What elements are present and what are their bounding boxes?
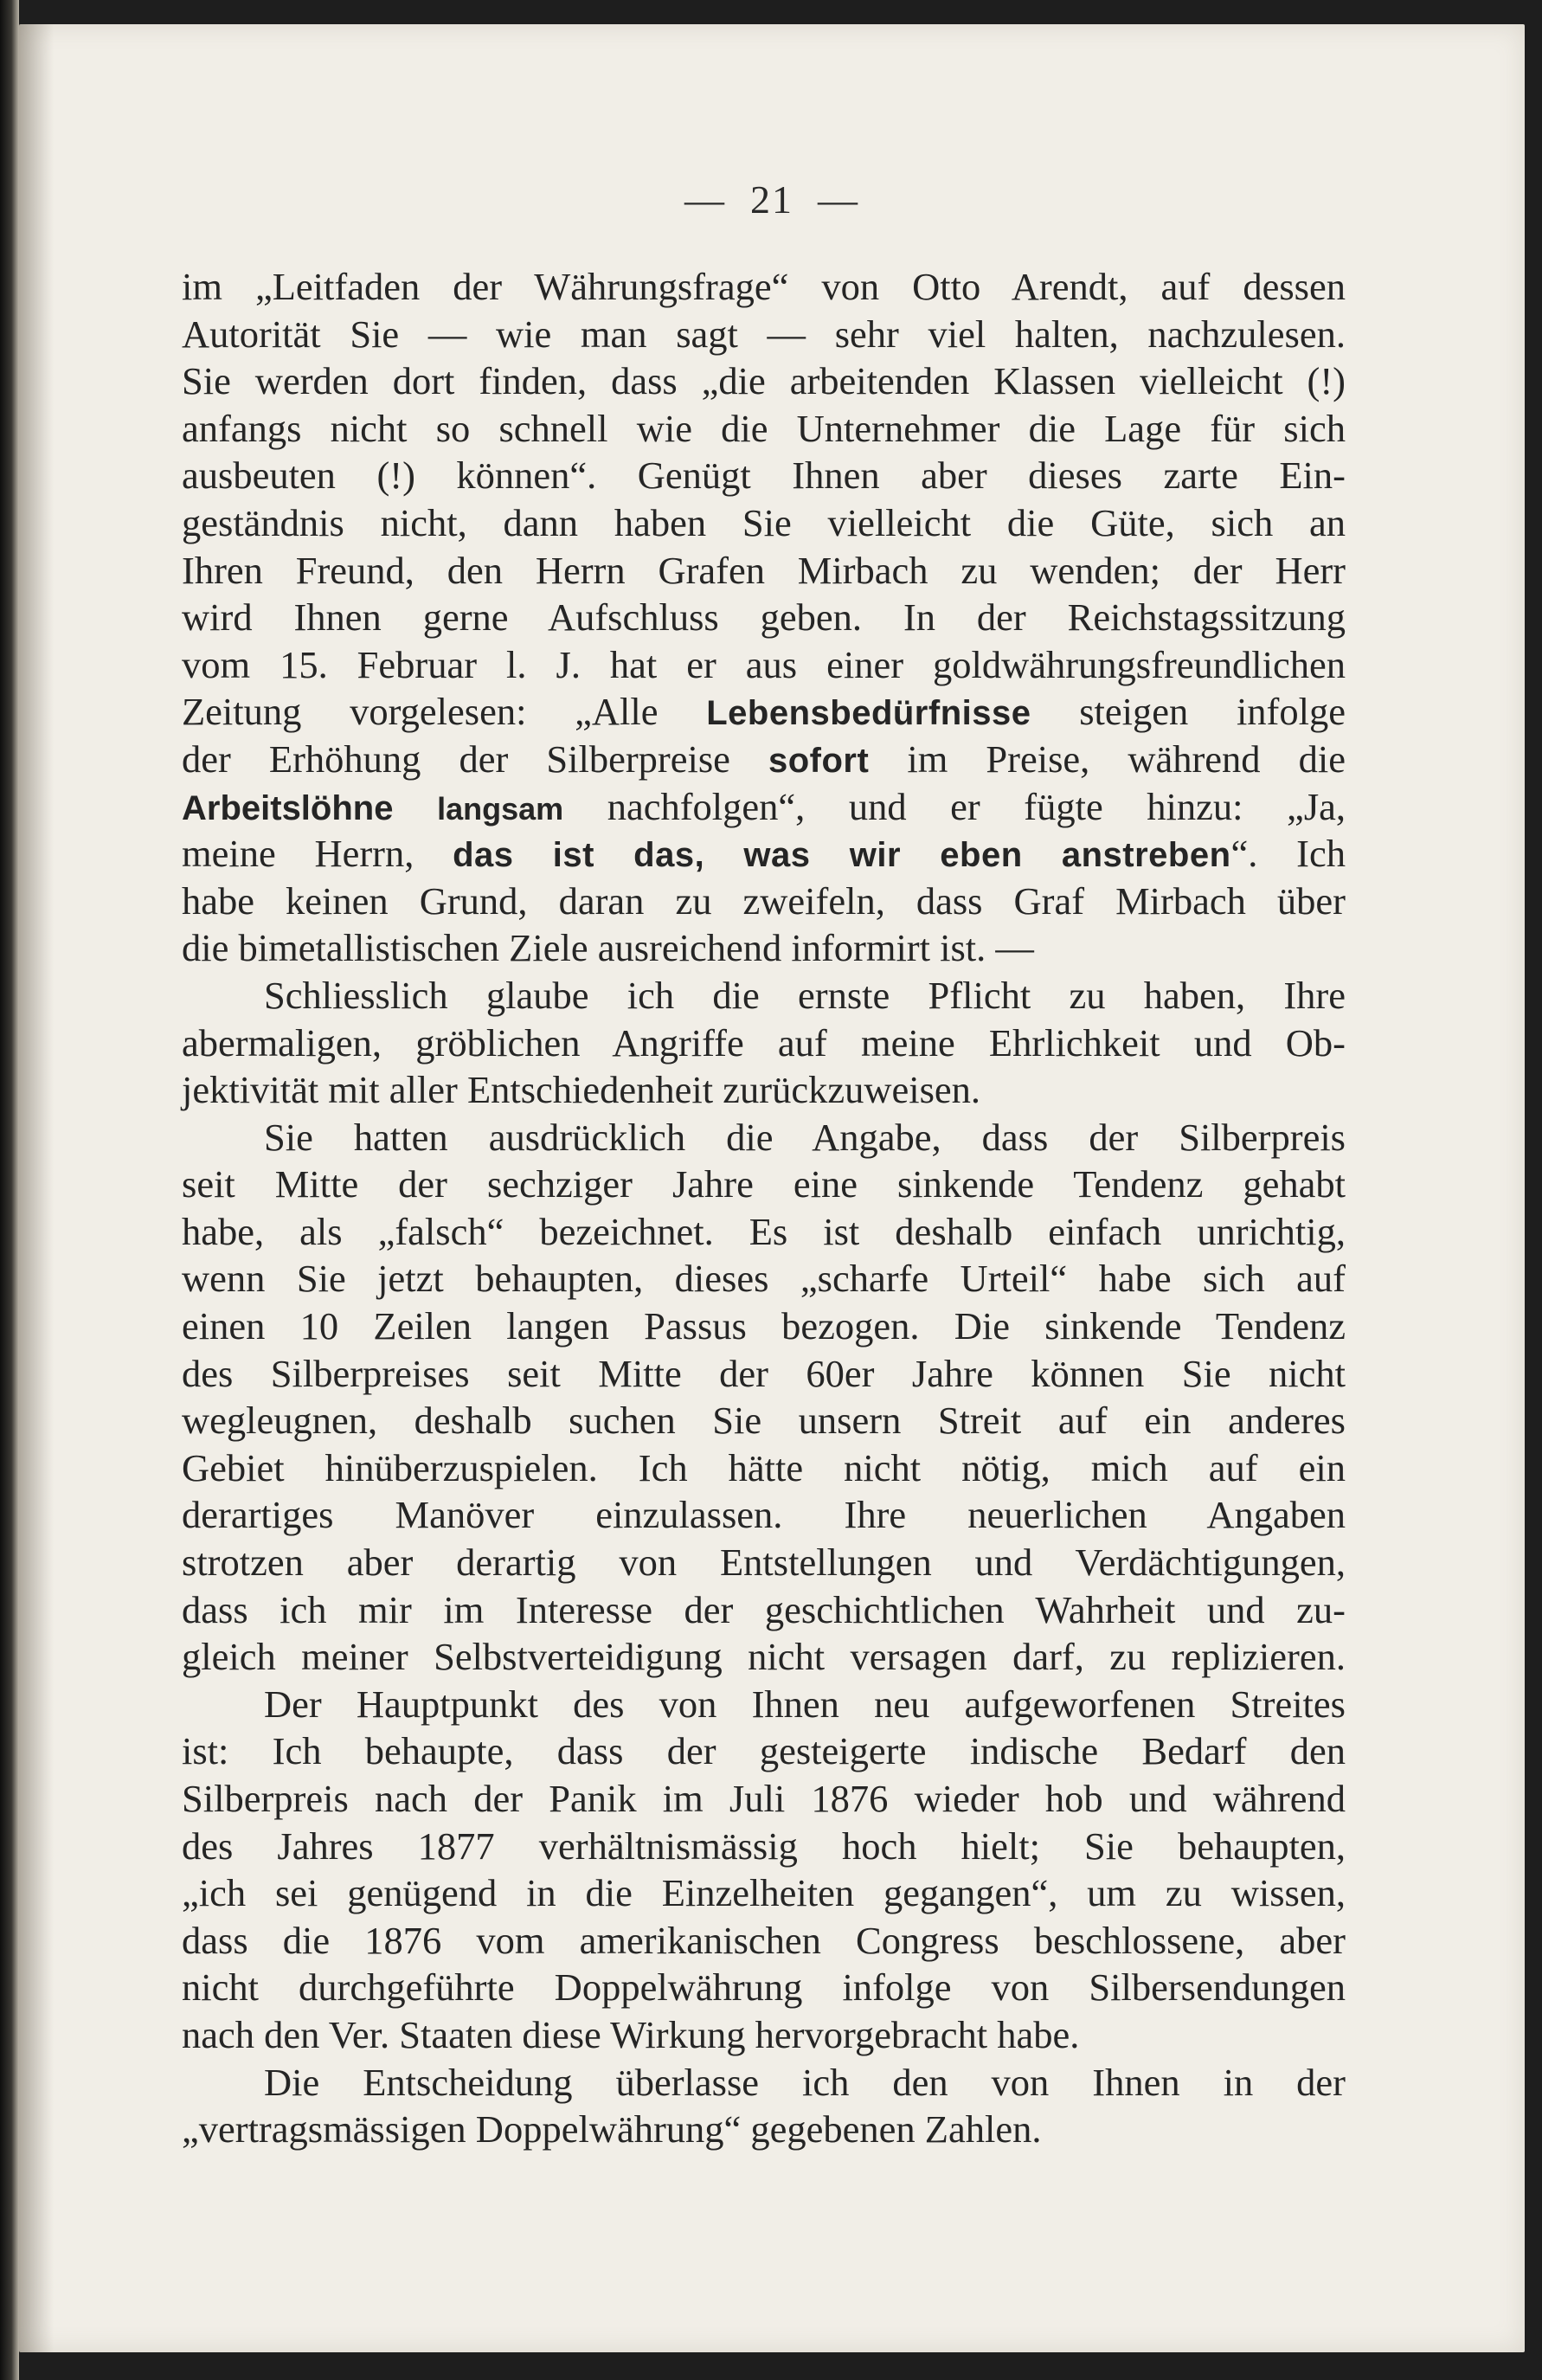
text-line: Die Entscheidung überlasse ich den von Ihnen in der xyxy=(264,2060,1346,2104)
text-line: Der Hauptpunkt des von Ihnen neu aufgeworfenen Streites xyxy=(264,1682,1346,1726)
page-header xyxy=(19,177,1525,222)
text-line: des Jahres 1877 verhältnismässig hoch hielt; Sie behaupten, xyxy=(182,1824,1346,1868)
text-line: geständnis nicht, dann haben Sie vielleicht die Güte, sich an xyxy=(182,500,1346,544)
text-line: einen 10 Zeilen langen Passus bezogen. Die sinkende Tendenz xyxy=(182,1304,1346,1348)
text-line: dass ich mir im Interesse der geschichtlichen Wahrheit und zu- xyxy=(182,1587,1346,1631)
text-line: wegleugnen, deshalb suchen Sie unsern Streit auf ein anderes xyxy=(182,1399,1346,1443)
page-number: 21 xyxy=(750,177,793,222)
text-line: nach den Ver. Staaten diese Wirkung hervorgebracht habe. xyxy=(182,2012,1080,2056)
text-line: vom 15. Februar l. J. hat er aus einer goldwährungsfreundlichen xyxy=(182,642,1346,686)
text-line: gleich meiner Selbstverteidigung nicht versagen darf, zu replizieren. xyxy=(182,1635,1346,1679)
text-line: Sie hatten ausdrücklich die Angabe, dass der Silberpreis xyxy=(264,1115,1346,1159)
text-line: anfangs nicht so schnell wie die Unternehmer die Lage für sich xyxy=(182,406,1346,450)
text-line: die bimetallistischen Ziele ausreichend informirt ist. — xyxy=(182,926,1034,970)
text-line: abermaligen, gröblichen Angriffe auf meine Ehrlichkeit und Ob- xyxy=(182,1020,1346,1065)
text-line: jektivität mit aller Entschiedenheit zurückzuweisen. xyxy=(182,1068,981,1112)
emphasis-sans: sofort xyxy=(768,741,870,780)
text-line: „ich sei genügend in die Einzelheiten gegangen“, um zu wissen, xyxy=(182,1871,1346,1915)
gutter-shadow xyxy=(19,24,54,2352)
text-line: Zeitung vorgelesen: „Alle Lebensbedürfnisse steigen infolge xyxy=(182,690,1346,734)
text-line: wenn Sie jetzt behaupten, dieses „scharfe Urteil“ habe sich auf xyxy=(182,1257,1346,1301)
text-line: Silberpreis nach der Panik im Juli 1876 wieder hob und während xyxy=(182,1777,1346,1820)
body-text xyxy=(182,263,1346,2153)
text-line: des Silberpreises seit Mitte der 60er Jahre können Sie nicht xyxy=(182,1351,1346,1395)
text-line: Sie werden dort finden, dass „die arbeitenden Klassen vielleicht (!) xyxy=(182,359,1346,403)
header-dash-left: — xyxy=(684,177,726,222)
text-line: Arbeitslöhne langsam nachfolgen“, und er fügte hinzu: „Ja, xyxy=(182,784,1346,828)
text-line: „vertragsmässigen Doppelwährung“ gegebenen Zahlen. xyxy=(182,2107,1042,2152)
text-line: seit Mitte der sechziger Jahre eine sinkende Tendenz gehabt xyxy=(182,1162,1346,1206)
emphasis-sans: das ist das, was wir eben anstreben xyxy=(453,836,1231,875)
text-line: habe keinen Grund, daran zu zweifeln, dass Graf Mirbach über xyxy=(182,878,1346,923)
text-line: wird Ihnen gerne Aufschluss geben. In der Reichstagssitzung xyxy=(182,595,1346,640)
text-line: ausbeuten (!) können“. Genügt Ihnen aber dieses zarte Ein- xyxy=(182,453,1346,498)
binding-edge xyxy=(0,0,19,2380)
text-line: Ihren Freund, den Herrn Grafen Mirbach zu wenden; der Herr xyxy=(182,548,1346,592)
text-line: habe, als „falsch“ bezeichnet. Es ist deshalb einfach unrichtig, xyxy=(182,1209,1346,1253)
text-line: der Erhöhung der Silberpreise sofort im Preise, während die xyxy=(182,737,1346,781)
text-line: strotzen aber derartig von Entstellungen und Verdächtigungen, xyxy=(182,1541,1346,1585)
text-line: Autorität Sie — wie man sagt — sehr viel halten, nachzulesen. xyxy=(182,312,1346,356)
text-line: dass die 1876 vom amerikanischen Congress beschlossene, aber xyxy=(182,1918,1346,1962)
text-line: Gebiet hinüberzuspielen. Ich hätte nicht nötig, mich auf ein xyxy=(182,1445,1346,1489)
book-page xyxy=(19,24,1525,2352)
emphasis-sans: Lebensbedürfnisse xyxy=(706,694,1031,733)
emphasis-sans: Arbeitslöhne xyxy=(182,788,394,827)
text-line: meine Herrn, das ist das, was wir eben anstreben“. Ich xyxy=(182,832,1346,876)
text-line: derartiges Manöver einzulassen. Ihre neuerlichen Angaben xyxy=(182,1493,1346,1537)
text-line: im „Leitfaden der Währungsfrage“ von Otto Arendt, auf dessen xyxy=(182,265,1346,308)
text-line: Schliesslich glaube ich die ernste Pflicht zu haben, Ihre xyxy=(264,973,1346,1017)
text-line: nicht durchgeführte Doppelwährung infolge von Silbersendungen xyxy=(182,1965,1346,2010)
emphasis-sans-spaced: langsam xyxy=(437,790,564,827)
header-dash-right: — xyxy=(818,177,859,222)
text-line: ist: Ich behaupte, dass der gesteigerte indische Bedarf den xyxy=(182,1729,1346,1773)
